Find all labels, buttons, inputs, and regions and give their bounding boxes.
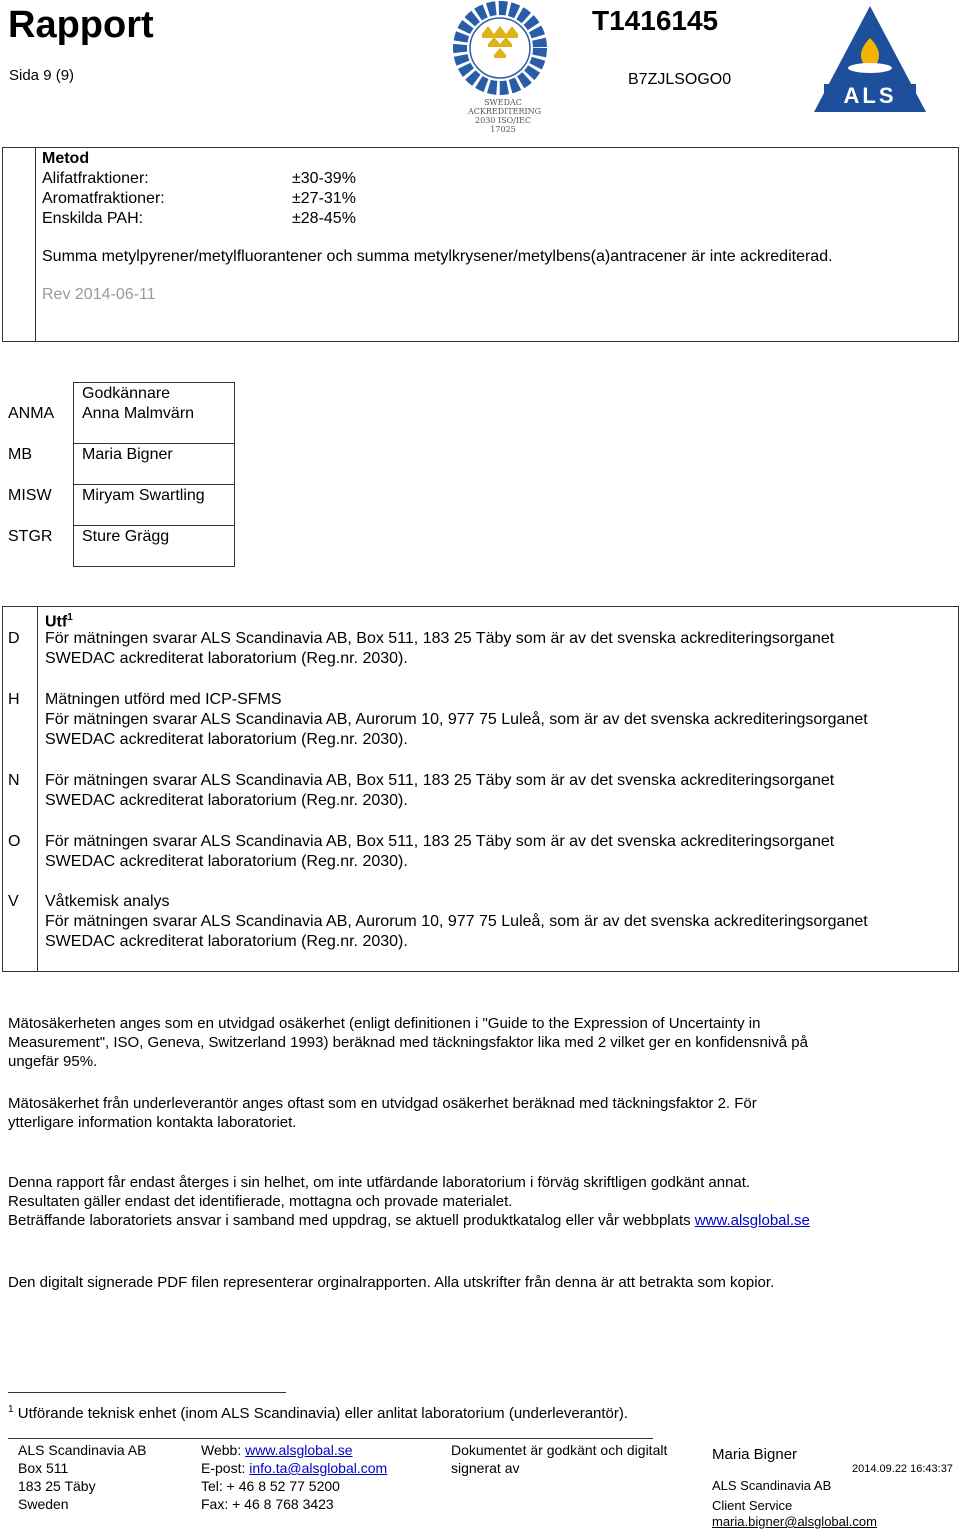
utf-row-line: För mätningen svarar ALS Scandinavia AB, Box 511, 183 25 Täby som är av det svenska ackrediteringsorganet bbox=[45, 772, 835, 789]
digital-signature-paragraph: Den digitalt signerade PDF filen representerar orginalrapporten. Alla utskrifter från denna är att betrakta som kopior. bbox=[8, 1274, 775, 1291]
utf-row-line: SWEDAC ackrediterat laboratorium (Reg.nr. 2030). bbox=[45, 933, 408, 950]
signer-role: Client Service bbox=[712, 1498, 793, 1513]
footer-tel: Tel: + 46 8 52 77 5200 bbox=[201, 1478, 340, 1494]
footer-company-line: Sweden bbox=[18, 1496, 69, 1512]
approver-code: MB bbox=[8, 446, 32, 463]
method-revision: Rev 2014-06-11 bbox=[42, 286, 156, 303]
method-box-divider bbox=[35, 147, 36, 342]
report-number: T1416145 bbox=[592, 5, 719, 36]
footer-company-line: 183 25 Täby bbox=[18, 1478, 96, 1494]
page-number: Sida 9 (9) bbox=[9, 67, 75, 84]
footer-web bbox=[201, 1441, 387, 1459]
paragraph-line: Denna rapport får endast återges i sin helhet, om inte utfärdande laboratorium i förväg skriftligen godkänt annat. bbox=[8, 1174, 751, 1191]
utf-row-code: H bbox=[8, 691, 20, 708]
paragraph-line: ytterligare information kontakta laboratoriet. bbox=[8, 1114, 297, 1131]
signature-timestamp: 2014.09.22 16:43:37 bbox=[852, 1463, 953, 1475]
footer-web-link[interactable]: www.alsglobal.se bbox=[245, 1442, 353, 1458]
utf-row-line: Mätningen utförd med ICP-SFMS bbox=[45, 691, 282, 708]
website-link[interactable]: www.alsglobal.se bbox=[694, 1212, 810, 1229]
uncertainty-paragraph bbox=[8, 1014, 948, 1071]
approver-code: STGR bbox=[8, 528, 53, 545]
paragraph-line: Measurement", ISO, Geneva, Switzerland 1993) beräknad med täckningsfaktor lika med 2 vilket ger en konfidensnivå på bbox=[8, 1034, 808, 1051]
paragraph-line: Mätosäkerhet från underleverantör anges oftast som en utvidgad osäkerhet beräknad med täckningsfaktor 2. För bbox=[8, 1095, 757, 1112]
method-row bbox=[42, 169, 942, 189]
utf-heading-text: Utf bbox=[45, 613, 68, 631]
utf-footnote-mark: 1 bbox=[67, 612, 73, 623]
footnote bbox=[8, 1400, 628, 1423]
footer-email-label: E-post: bbox=[201, 1460, 250, 1476]
utf-row-line: För mätningen svarar ALS Scandinavia AB, Aurorum 10, 977 75 Luleå, som är av det svenska ackrediteringsorganet bbox=[45, 711, 868, 728]
method-row-value: ±28-45% bbox=[292, 210, 356, 227]
utf-row-line: För mätningen svarar ALS Scandinavia AB, Box 511, 183 25 Täby som är av det svenska ackrediteringsorganet bbox=[45, 630, 835, 647]
utf-row-line: För mätningen svarar ALS Scandinavia AB, Aurorum 10, 977 75 Luleå, som är av det svenska ackrediteringsorganet bbox=[45, 913, 868, 930]
signer-name: Maria Bigner bbox=[712, 1446, 798, 1463]
approvers-divider bbox=[73, 484, 235, 485]
method-row-label: Aromatfraktioner: bbox=[42, 190, 165, 207]
method-row-value: ±30-39% bbox=[292, 170, 356, 187]
utf-row-line: SWEDAC ackrediterat laboratorium (Reg.nr. 2030). bbox=[45, 731, 408, 748]
footer-company-line: Box 511 bbox=[18, 1460, 69, 1476]
report-title: Rapport bbox=[8, 4, 154, 46]
method-heading: Metod bbox=[42, 150, 90, 167]
footer-company bbox=[18, 1441, 146, 1513]
subcontractor-paragraph bbox=[8, 1094, 948, 1132]
utf-row-code: O bbox=[8, 833, 21, 850]
footer-signed-line: Dokumentet är godkänt och digitalt bbox=[451, 1442, 668, 1458]
utf-row-line: SWEDAC ackrediterat laboratorium (Reg.nr. 2030). bbox=[45, 650, 408, 667]
footnote-mark: 1 bbox=[8, 1404, 14, 1415]
footnote-text: Utförande teknisk enhet (inom ALS Scandinavia) eller anlitat laboratorium (underleverantör). bbox=[17, 1405, 629, 1422]
utf-row-text bbox=[45, 690, 868, 750]
approvers-divider bbox=[73, 525, 235, 526]
swedac-logo-text: SWEDAC ACKREDITERING 2030 ISO/IEC 17025 bbox=[468, 98, 542, 134]
approver-code: MISW bbox=[8, 487, 52, 504]
signer-email[interactable]: maria.bigner@alsglobal.com bbox=[712, 1514, 877, 1529]
utf-table-divider bbox=[37, 606, 38, 972]
method-row-value: ±27-31% bbox=[292, 190, 356, 207]
utf-row-text bbox=[45, 892, 868, 952]
approvers-heading: Godkännare bbox=[82, 385, 171, 402]
footer-email bbox=[201, 1459, 387, 1477]
report-code: B7ZJLSOGO0 bbox=[628, 71, 732, 88]
utf-row-line: SWEDAC ackrediterat laboratorium (Reg.nr. 2030). bbox=[45, 853, 408, 870]
approver-name: Miryam Swartling bbox=[82, 487, 205, 504]
utf-row-line: Våtkemisk analys bbox=[45, 893, 170, 910]
footer-email-link[interactable]: info.ta@alsglobal.com bbox=[249, 1460, 388, 1476]
reproduction-paragraph bbox=[8, 1173, 948, 1230]
method-row-label: Alifatfraktioner: bbox=[42, 170, 149, 187]
utf-row-code: V bbox=[8, 893, 19, 910]
utf-row-line: SWEDAC ackrediterat laboratorium (Reg.nr. 2030). bbox=[45, 792, 408, 809]
utf-row-text bbox=[45, 832, 834, 872]
method-row-label: Enskilda PAH: bbox=[42, 210, 144, 227]
signer-company: ALS Scandinavia AB bbox=[712, 1478, 832, 1493]
footer-contact bbox=[201, 1441, 387, 1513]
utf-row-code: N bbox=[8, 772, 20, 789]
approver-code: ANMA bbox=[8, 405, 55, 422]
utf-row-text bbox=[45, 771, 834, 811]
paragraph-line: Mätosäkerheten anges som en utvidgad osäkerhet (enligt definitionen i "Guide to the Expression of Uncertainty in bbox=[8, 1015, 761, 1032]
approver-name: Sture Grägg bbox=[82, 528, 170, 545]
approver-name: Maria Bigner bbox=[82, 446, 173, 463]
paragraph-text: Beträffande laboratoriets ansvar i samband med uppdrag, se aktuell produktkatalog eller vår webbplats bbox=[8, 1212, 695, 1229]
approver-name: Anna Malmvärn bbox=[82, 405, 195, 422]
footer-separator bbox=[8, 1438, 653, 1439]
footer-signed-note bbox=[451, 1441, 667, 1477]
footer-fax: Fax: + 46 8 768 3423 bbox=[201, 1496, 334, 1512]
utf-row-text bbox=[45, 629, 834, 669]
method-row bbox=[42, 189, 942, 209]
footnote-separator bbox=[8, 1392, 286, 1393]
method-row bbox=[42, 209, 942, 229]
method-note: Summa metylpyrener/metylfluorantener och summa metylkrysener/metylbens(a)antracener är inte ackrediterad. bbox=[42, 248, 833, 265]
footer-company-line: ALS Scandinavia AB bbox=[18, 1442, 147, 1458]
utf-row-code: D bbox=[8, 630, 20, 647]
utf-row-line: För mätningen svarar ALS Scandinavia AB, Box 511, 183 25 Täby som är av det svenska ackrediteringsorganet bbox=[45, 833, 835, 850]
footer-web-label: Webb: bbox=[201, 1442, 246, 1458]
footer-signed-line: signerat av bbox=[451, 1460, 520, 1476]
approvers-divider bbox=[73, 443, 235, 444]
method-section bbox=[42, 149, 942, 305]
als-logo-text: ALS bbox=[843, 83, 897, 108]
paragraph-line: Resultaten gäller endast det identifierade, mottagna och provade materialet. bbox=[8, 1193, 513, 1210]
paragraph-line bbox=[8, 1211, 948, 1230]
paragraph-line: ungefär 95%. bbox=[8, 1053, 98, 1070]
